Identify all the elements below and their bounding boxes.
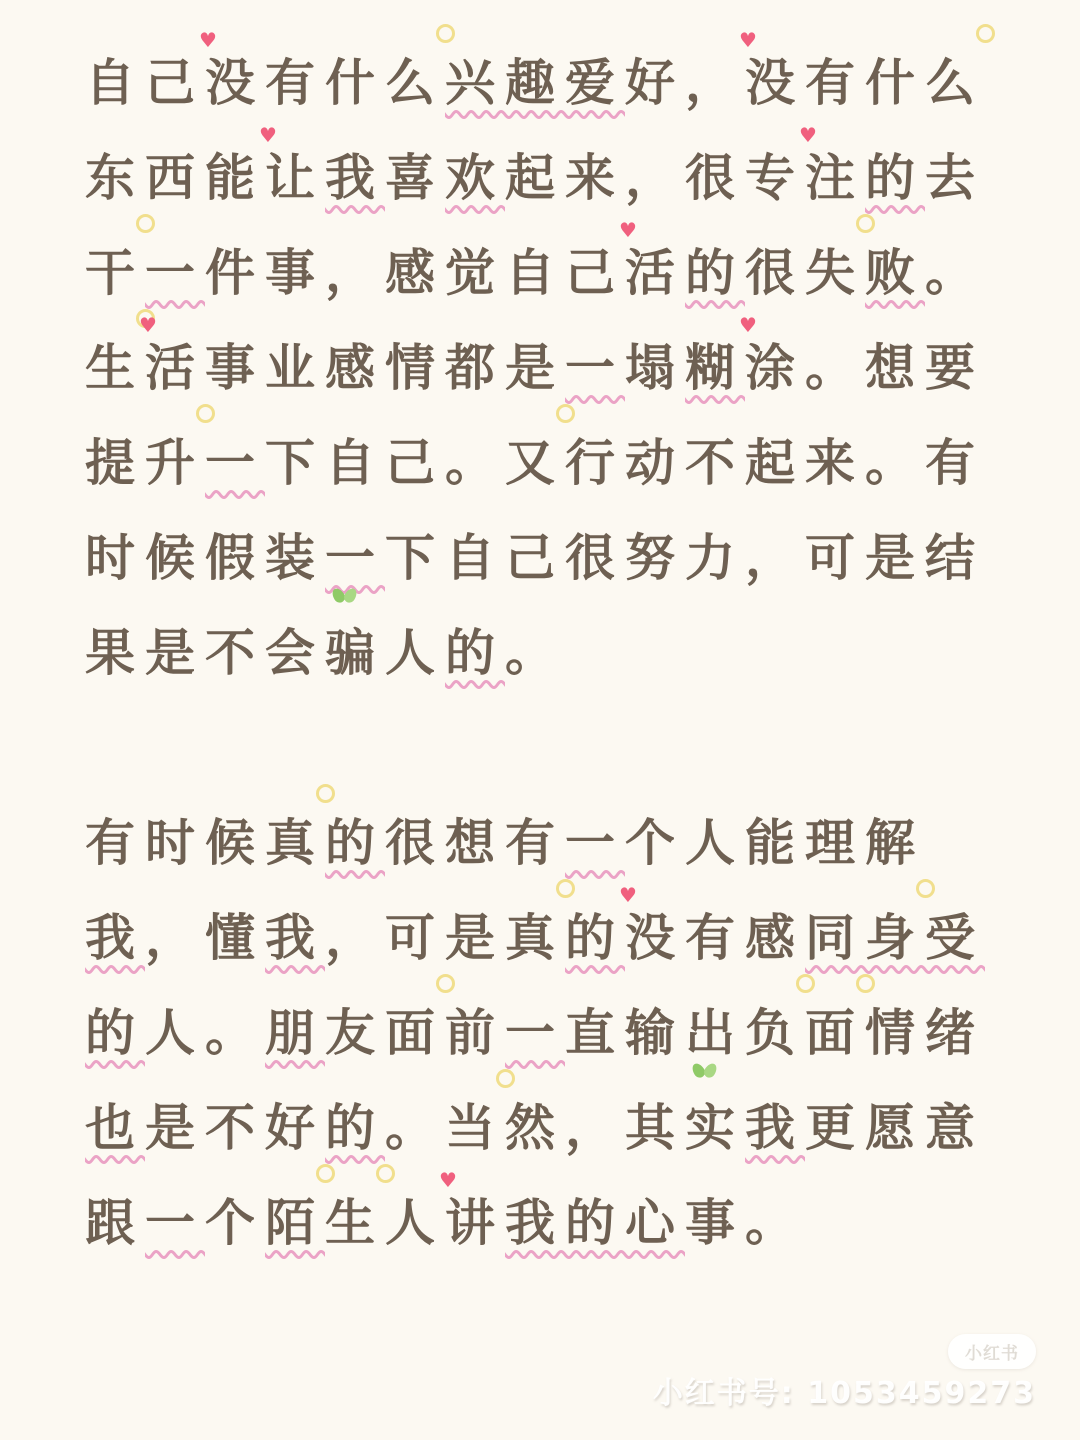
text-run: 一 xyxy=(565,339,625,397)
text-run: 自 xyxy=(445,511,505,606)
text-run: 实 xyxy=(685,1099,745,1157)
text-run: 让 ♥ xyxy=(259,123,325,207)
text-run: 愿意 xyxy=(865,1099,985,1157)
paragraph xyxy=(85,796,1035,1271)
text-line xyxy=(85,986,1035,1081)
text-run: 是 xyxy=(445,909,505,967)
text-run: 有感 xyxy=(685,909,805,967)
heart-icon: ♥ xyxy=(739,28,757,52)
text-run: 提 xyxy=(85,434,145,492)
text-run: 又 xyxy=(505,416,565,511)
text-run: 塌 xyxy=(625,339,685,397)
text-run: 一 xyxy=(145,1194,205,1252)
text-run: 一 xyxy=(505,1004,565,1062)
text-run: 下 xyxy=(265,434,325,492)
text-run: 是 xyxy=(865,529,925,587)
text-run: 。想要 xyxy=(805,339,985,397)
swirl-icon xyxy=(976,24,995,43)
text-run: 件事，感觉 xyxy=(205,244,505,302)
text-run: 个 xyxy=(205,1194,265,1252)
text-run: 己 xyxy=(565,244,625,302)
text-line xyxy=(85,1081,1035,1176)
text-run: 果是不会 xyxy=(85,624,325,682)
text-line xyxy=(85,606,1035,701)
text-run: 活 ♥ xyxy=(145,321,205,416)
text-run: 活 ♥ xyxy=(625,226,685,321)
text-run: 起来，很专 xyxy=(505,149,805,207)
text-run: 也 xyxy=(85,1099,145,1157)
heart-icon: ♥ xyxy=(439,1168,457,1192)
text-run: 可 xyxy=(385,891,445,986)
text-run: 时候 xyxy=(85,529,205,587)
text-run: 我 xyxy=(265,909,325,967)
text-run: 己很努力， xyxy=(505,529,805,587)
text-run: 升 xyxy=(145,416,205,511)
heart-icon: ♥ xyxy=(739,313,757,337)
text-run: 我 xyxy=(85,909,145,967)
text-run: 失 xyxy=(805,226,865,321)
text-run: 讲 ♥ xyxy=(439,1168,505,1252)
text-run: 自 xyxy=(505,226,565,321)
text-run: 欢 xyxy=(445,149,505,207)
text-run: 去 xyxy=(925,149,985,207)
text-run: 什 xyxy=(865,54,925,112)
text-run: 兴趣 xyxy=(445,54,565,112)
heart-icon: ♥ xyxy=(619,218,637,242)
text-run: 负 xyxy=(745,986,805,1081)
xiaohongshu-badge-label: 小红书 xyxy=(965,1344,1019,1364)
text-run: 没 ♥ xyxy=(739,28,805,112)
text-run: 个人能理解 xyxy=(625,814,925,872)
text-run: 爱 xyxy=(565,54,625,112)
text-run: 真 xyxy=(265,796,325,891)
heart-icon: ♥ xyxy=(139,313,157,337)
text-run: 糊 xyxy=(685,339,745,397)
text-run: 很 xyxy=(745,244,805,302)
text-run: 真 xyxy=(505,891,565,986)
text-run: ， xyxy=(325,909,385,967)
text-run: 装 xyxy=(265,529,325,587)
heart-icon: ♥ xyxy=(199,28,217,52)
text-run: 的 xyxy=(685,244,745,302)
text-run: 么 xyxy=(925,36,985,131)
text-run: 有时候 xyxy=(85,814,265,872)
text-line xyxy=(85,218,1035,321)
text-run: 东西能 xyxy=(85,149,265,207)
text-line xyxy=(85,313,1035,416)
text-run: 直输出 xyxy=(565,1004,745,1062)
text-run: 骗 xyxy=(325,624,385,682)
text-run: 结 xyxy=(925,511,985,606)
text-run: 什 xyxy=(325,54,385,112)
text-run: 的 xyxy=(325,1099,385,1157)
text-run: 我 xyxy=(325,149,385,207)
text-run: 一 xyxy=(325,529,385,587)
text-run: 一 xyxy=(145,244,205,302)
text-body xyxy=(85,28,1035,1271)
text-run: 的 xyxy=(85,1004,145,1062)
text-run: 人 xyxy=(385,1194,445,1252)
text-run: 喜 xyxy=(385,149,445,207)
text-run: 的 xyxy=(325,814,385,872)
text-run: 跟 xyxy=(85,1194,145,1252)
heart-icon: ♥ xyxy=(619,883,637,907)
text-run: 一 xyxy=(205,434,265,492)
text-run: 。 xyxy=(925,244,985,302)
text-run: 友 xyxy=(325,1004,385,1062)
text-run: 生 xyxy=(85,321,145,416)
text-run: 下 xyxy=(385,529,445,587)
text-run: 己 xyxy=(145,54,205,112)
text-run: 好， xyxy=(625,54,745,112)
text-run: 的 xyxy=(865,149,925,207)
text-run: 人。 xyxy=(145,1004,265,1062)
text-run: 自 xyxy=(325,416,385,511)
text-run: 涂 ♥ xyxy=(739,313,805,397)
text-run: 注 ♥ xyxy=(799,123,865,207)
text-line xyxy=(85,123,1035,226)
text-run: 行动不起来。有 xyxy=(565,434,985,492)
text-run: 有 xyxy=(265,54,325,112)
text-run: 我 xyxy=(505,1194,565,1252)
text-run: 的 xyxy=(565,909,625,967)
text-line xyxy=(85,796,1035,891)
text-run: 前 xyxy=(445,1004,505,1062)
text-run: 当 xyxy=(445,1081,505,1176)
text-run: ，懂 xyxy=(145,909,265,967)
text-run: 同 xyxy=(805,891,865,986)
text-run: 的 xyxy=(565,1194,625,1252)
text-run: 面 xyxy=(805,986,865,1081)
xiaohongshu-badge xyxy=(948,1334,1036,1369)
text-run: 然，其 xyxy=(505,1099,685,1157)
text-run: 。 xyxy=(385,1099,445,1157)
text-run: 自 xyxy=(85,36,145,131)
text-run: 很想有 xyxy=(385,814,565,872)
text-run: 败 xyxy=(865,244,925,302)
text-line xyxy=(85,416,1035,511)
text-run: 陌 xyxy=(265,1176,325,1271)
text-run: 己。 xyxy=(385,434,505,492)
text-line xyxy=(85,1168,1035,1271)
text-run: 心 xyxy=(625,1194,685,1252)
text-run: 。 xyxy=(505,624,565,682)
text-run: 假 xyxy=(205,511,265,606)
text-run: 生 xyxy=(325,1176,385,1271)
text-run: 朋 xyxy=(265,1004,325,1062)
text-run: 没 ♥ xyxy=(199,28,265,112)
text-run: 没 ♥ xyxy=(619,883,685,967)
xiaohongshu-id-watermark: 小红书号: 1053459273 xyxy=(652,1376,1036,1411)
paragraph xyxy=(85,28,1035,701)
text-run: 有 xyxy=(805,54,865,112)
text-run: 么 xyxy=(385,36,445,131)
text-line xyxy=(85,28,1035,131)
text-run: 人 xyxy=(385,624,445,682)
text-run: 身 xyxy=(865,891,925,986)
text-run: 更 xyxy=(805,1081,865,1176)
text-run: 面 xyxy=(385,986,445,1081)
text-line xyxy=(85,883,1035,986)
heart-icon: ♥ xyxy=(259,123,277,147)
text-run: 可 xyxy=(805,511,865,606)
text-run: 干 xyxy=(85,226,145,321)
text-run: 事业感情都是 xyxy=(205,339,565,397)
text-run: 我 xyxy=(745,1099,805,1157)
text-run: 受 xyxy=(925,909,985,967)
text-run: 事。 xyxy=(685,1194,805,1252)
text-line xyxy=(85,511,1035,606)
heart-icon: ♥ xyxy=(799,123,817,147)
text-run: 一 xyxy=(565,814,625,872)
text-run: 的 xyxy=(445,624,505,682)
text-run: 绪 xyxy=(925,986,985,1081)
text-run: 情 xyxy=(865,1004,925,1062)
text-run: 是不好 xyxy=(145,1099,325,1157)
